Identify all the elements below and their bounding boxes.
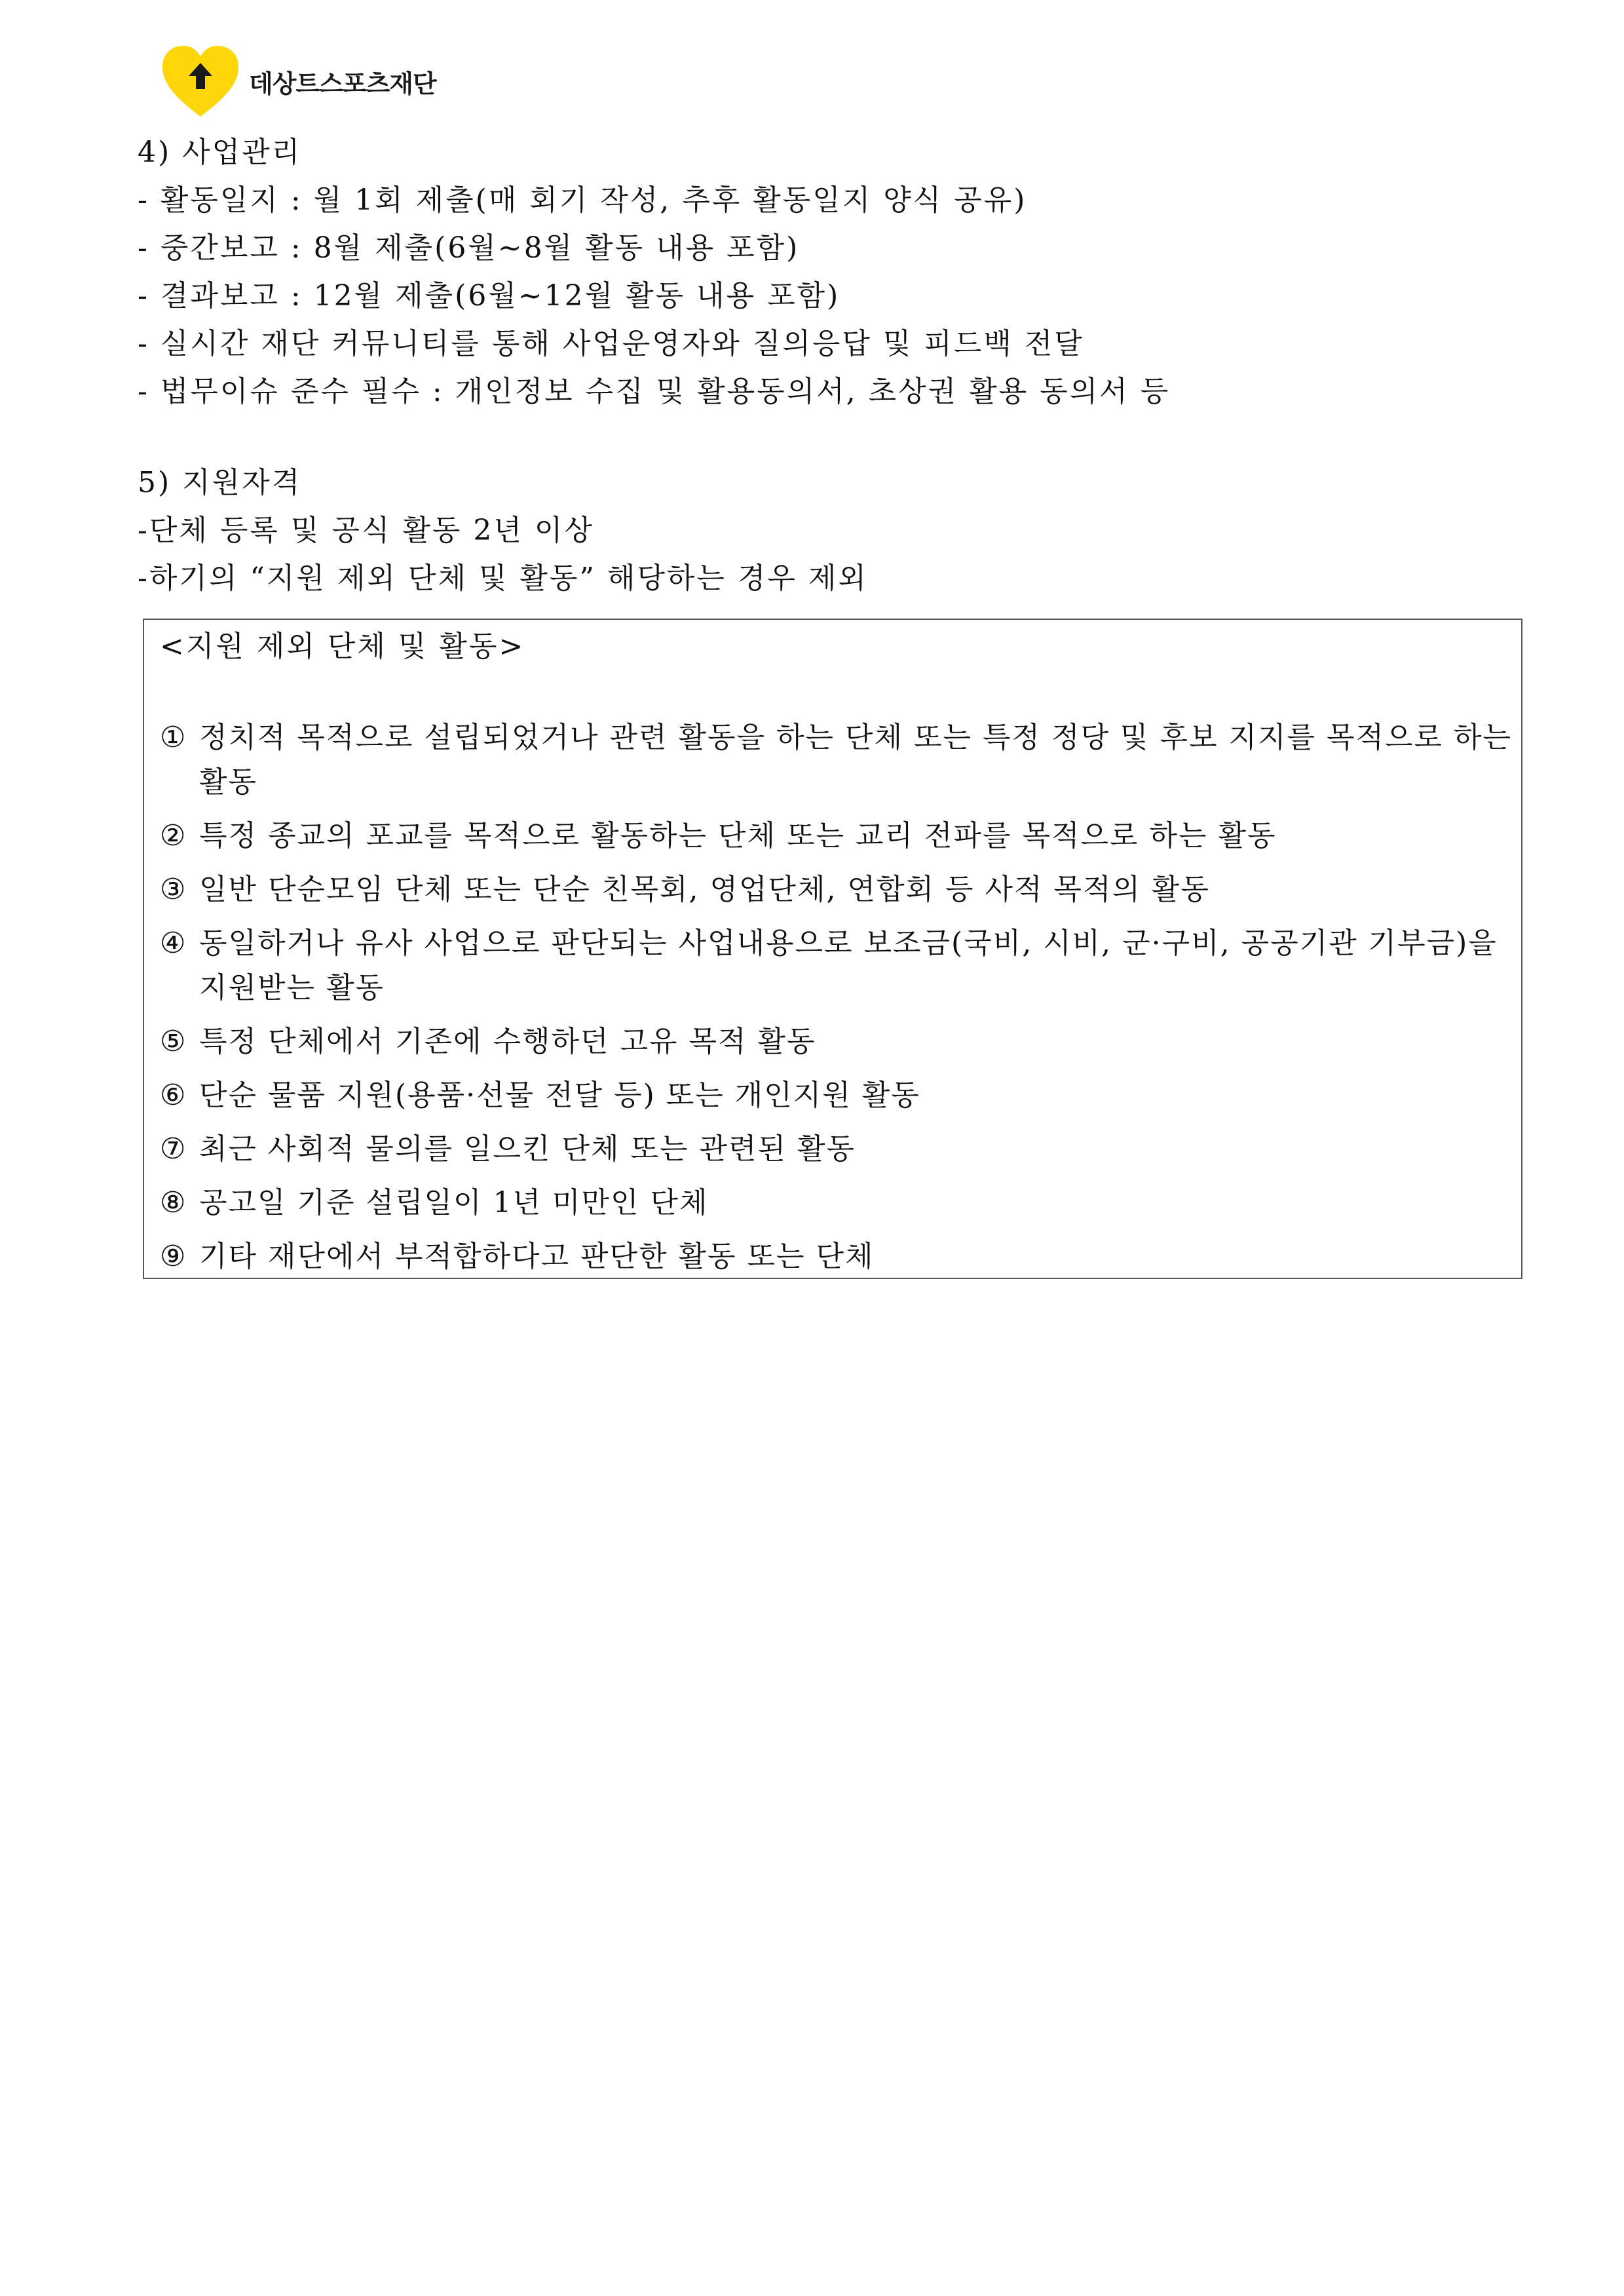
section-eligibility [138,459,868,602]
item-number: ⑤ [160,1025,187,1058]
item-text: 기타 재단에서 부적합하다고 판단한 활동 또는 단체 [199,1240,875,1273]
exclusion-item [160,1020,1516,1064]
item-text: 최근 사회적 물의를 일으킨 단체 또는 관련된 활동 [199,1132,856,1166]
exclusion-item [160,1127,1516,1172]
list-item: -하기의 “지원 제외 단체 및 활동” 해당하는 경우 제외 [138,562,868,595]
item-number: ⑨ [160,1240,187,1273]
logo-text: 데상트스포츠재단 [249,69,436,98]
foundation-logo [160,42,436,121]
exclusion-item [160,814,1516,858]
exclusion-box-title: <지원 제외 단체 및 활동> [160,630,525,663]
section-title: 4) 사업관리 [138,136,302,169]
heart-arrow-icon [160,43,241,119]
item-text: 특정 단체에서 기존에 수행하던 고유 목적 활동 [199,1025,816,1058]
item-number: ⑦ [160,1132,187,1166]
list-item: - 결과보고 : 12월 제출(6월~12월 활동 내용 포함) [138,279,840,313]
exclusion-item [160,716,1516,805]
list-item: - 중간보고 : 8월 제출(6월~8월 활동 내용 포함) [138,231,800,265]
item-text: 공고일 기준 설립일이 1년 미만인 단체 [199,1186,709,1219]
exclusion-item [160,1073,1516,1118]
list-item: - 활동일지 : 월 1회 제출(매 회기 작성, 추후 활동일지 양식 공유) [138,183,1027,217]
exclusion-box [143,619,1522,1279]
list-item: -단체 등록 및 공식 활동 2년 이상 [138,514,594,547]
exclusion-item [160,1234,1516,1279]
item-text: 동일하거나 유사 사업으로 판단되는 사업내용으로 보조금(국비, 시비, 군·구비, 공공기관 기부금)을 지원받는 활동 [199,927,1498,1004]
list-item: - 법무이슈 준수 필수 : 개인정보 수집 및 활용동의서, 초상권 활용 동의서 등 [138,375,1171,408]
exclusion-item [160,1181,1516,1225]
item-number: ② [160,819,187,852]
item-number: ① [160,721,187,754]
section-title: 5) 지원자격 [138,466,302,499]
item-text: 일반 단순모임 단체 또는 단순 친목회, 영업단체, 연합회 등 사적 목적의 활동 [199,873,1210,906]
exclusion-list [160,716,1516,1288]
list-item: - 실시간 재단 커뮤니티를 통해 사업운영자와 질의응답 및 피드백 전달 [138,327,1084,360]
item-text: 단순 물품 지원(용품·선물 전달 등) 또는 개인지원 활동 [199,1079,920,1112]
item-text: 특정 종교의 포교를 목적으로 활동하는 단체 또는 교리 전파를 목적으로 하는 활동 [199,819,1277,852]
exclusion-item [160,921,1516,1010]
item-number: ④ [160,927,187,960]
item-number: ③ [160,873,187,906]
section-business-management [138,128,1170,415]
item-number: ⑧ [160,1186,187,1219]
item-number: ⑥ [160,1079,187,1112]
item-text: 정치적 목적으로 설립되었거나 관련 활동을 하는 단체 또는 특정 정당 및 후보 지지를 목적으로 하는 활동 [199,721,1512,799]
exclusion-item [160,868,1516,912]
